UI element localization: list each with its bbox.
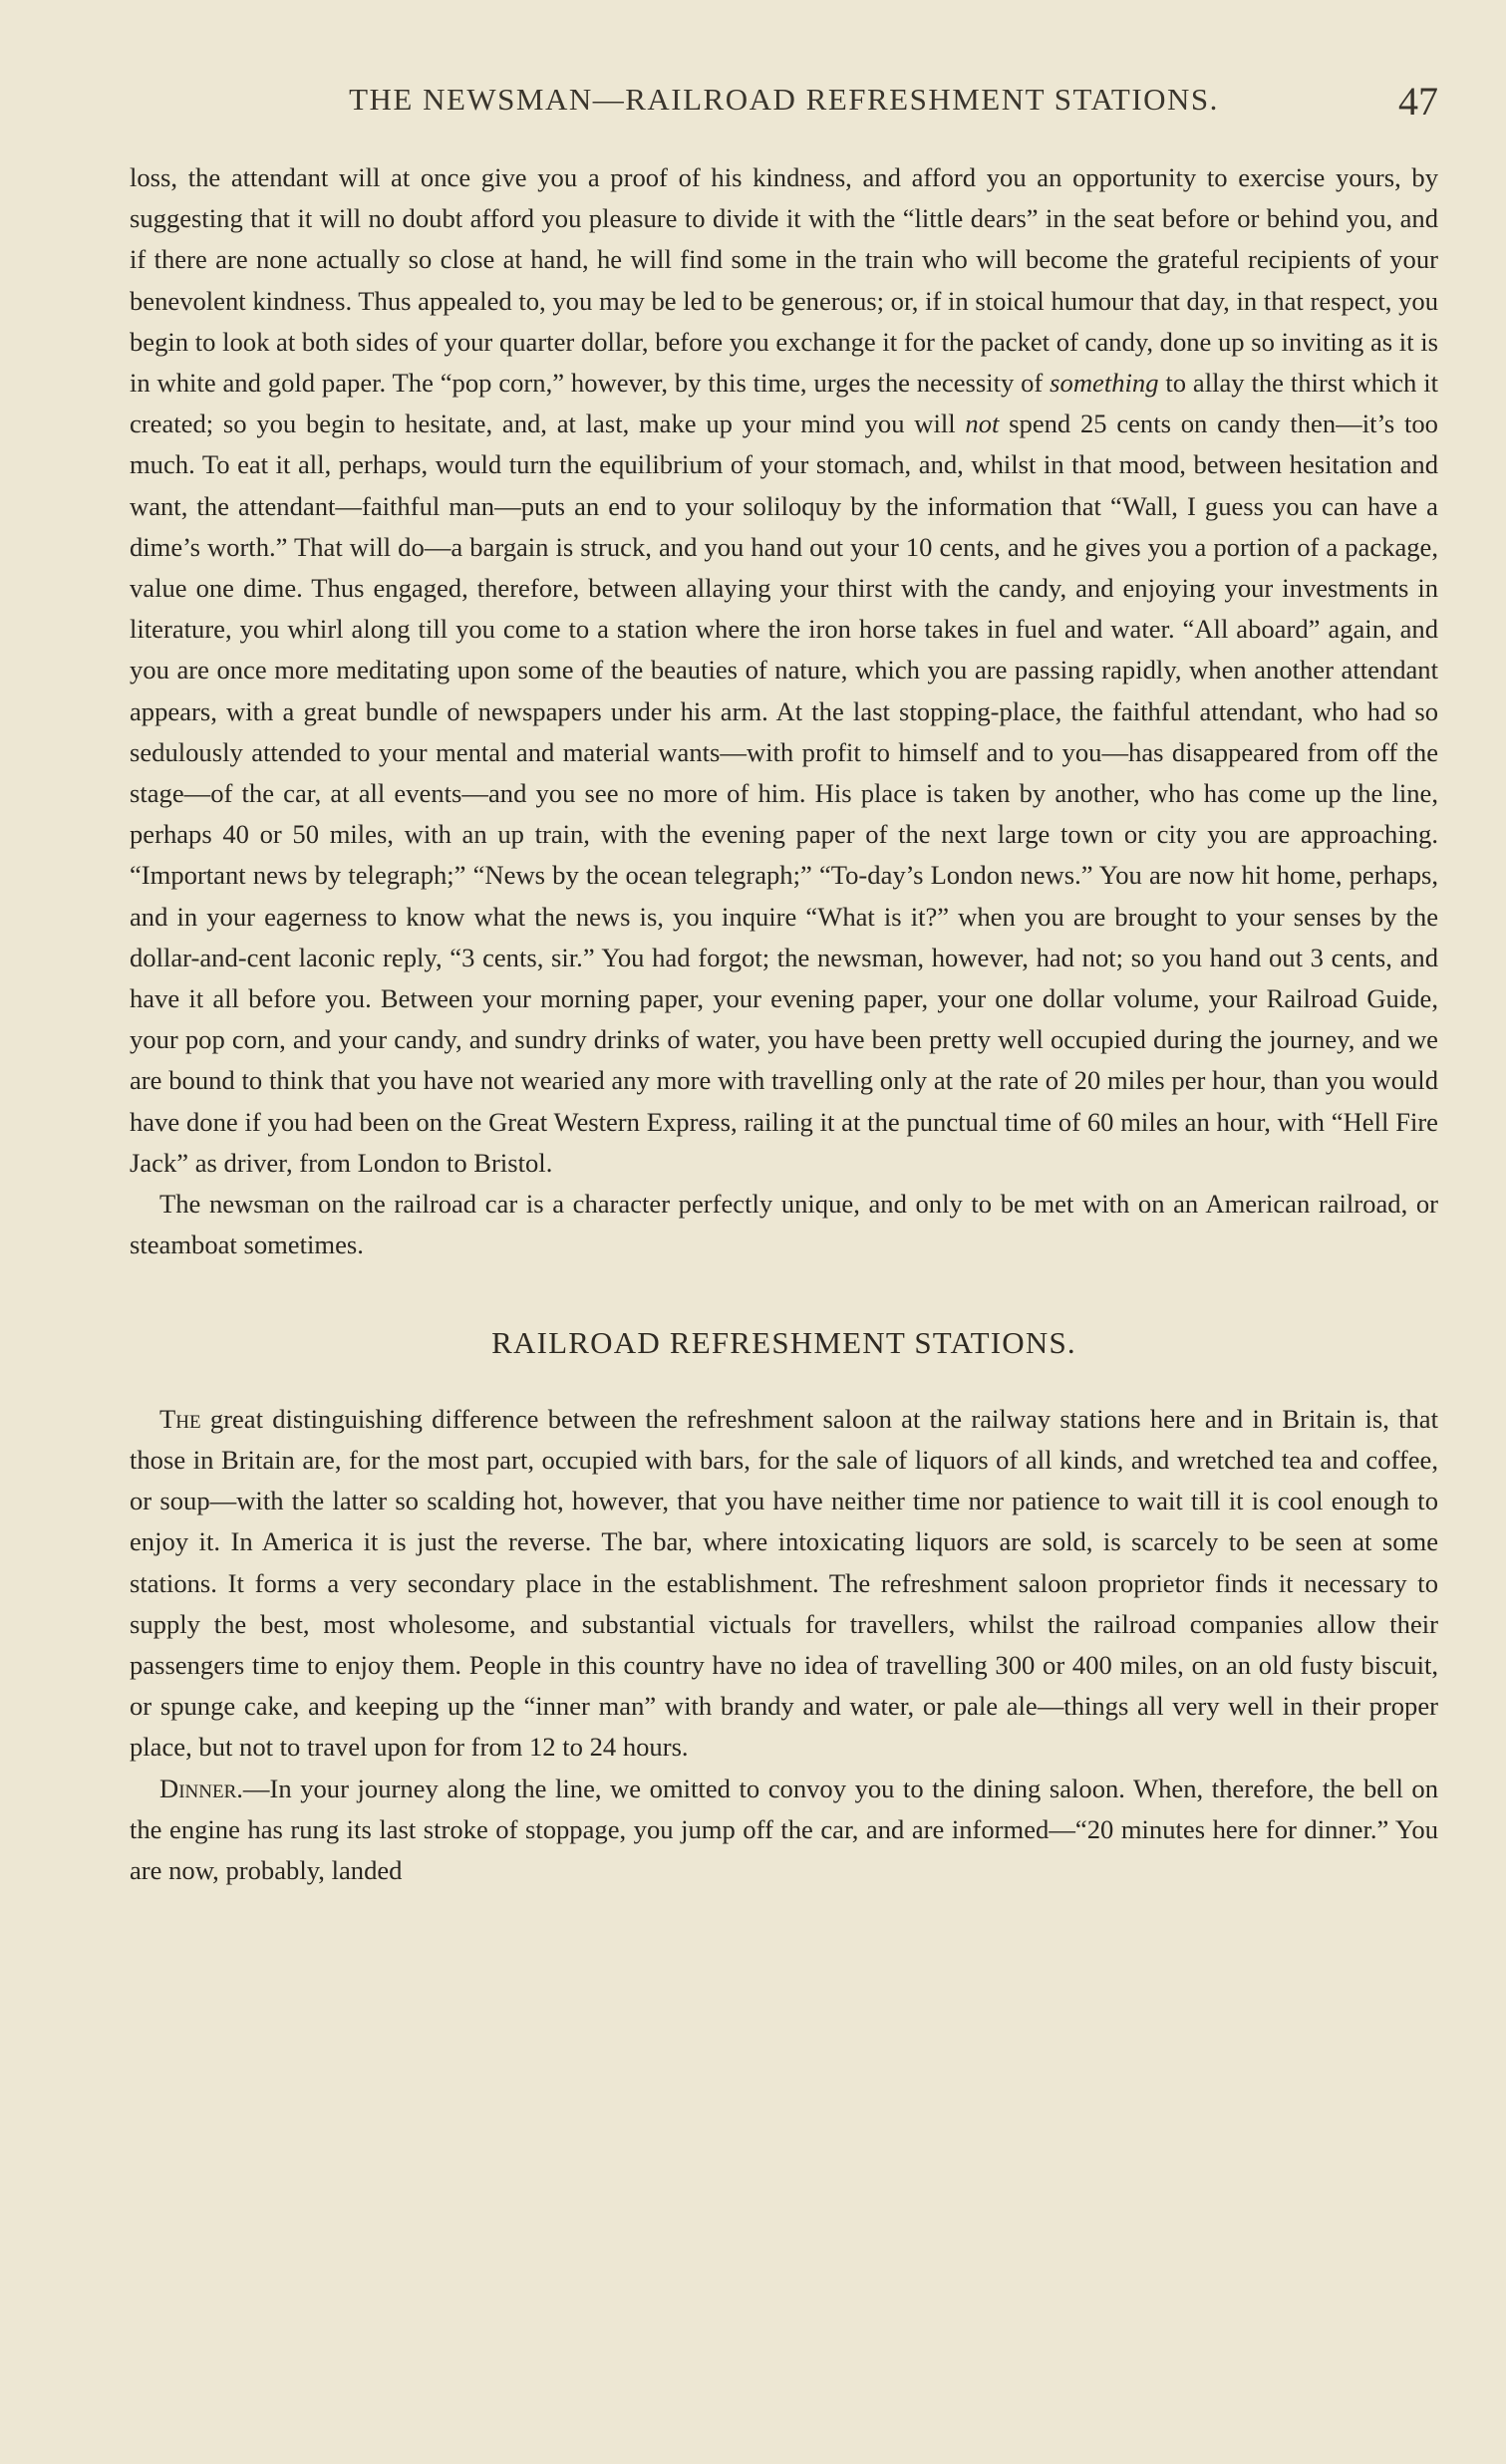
- running-head: THE NEWSMAN—RAILROAD REFRESHMENT STATIONS.: [349, 82, 1219, 117]
- text-run: —In your journey along the line, we omitted to convoy you to the dining saloon. When, therefore, the bell on the engine has rung its last stroke of stoppage, you jump off the car, and are informed—“20 minutes here for dinner.” You are now, probably, landed: [130, 1773, 1438, 1885]
- body-text: [130, 157, 1438, 1891]
- paragraph-refreshment-stations: [130, 1399, 1438, 1769]
- paragraph-dinner: [130, 1769, 1438, 1892]
- italic-emphasis: something: [1050, 368, 1159, 399]
- italic-emphasis: not: [965, 409, 1000, 439]
- text-run: great distinguishing difference between the refreshment saloon at the railway stations here and in Britain is, that those in Britain are, for the most part, occupied with bars, for the sale of liquors of all kinds, and wretched tea and coffee, or soup—with the latter so scalding hot, however, that you have neither time nor patience to wait till it is cool enough to enjoy it. In America it is just the reverse. The bar, where intoxicating liquors are sold, is scarcely to be seen at some stations. It forms a very secondary place in the establishment. The refreshment saloon proprietor finds it necessary to supply the best, most wholesome, and substantial victuals for travellers, whilst the railroad companies allow their passengers time to enjoy them. People in this country have no idea of travelling 300 or 400 miles, on an old fusty biscuit, or spunge cake, and keeping up the “inner man” with brandy and water, or pale ale—things all very well in their proper place, but not to travel upon for from 12 to 24 hours.: [130, 1403, 1438, 1763]
- page-header: [130, 78, 1438, 122]
- paragraph-newsman-continued: [130, 157, 1438, 1184]
- lead-word: Dinner.: [159, 1773, 243, 1803]
- page-number: 47: [1398, 79, 1438, 124]
- text-run: to allay the thirst which it created; so you begin to hesitate, and, at last, make up your mind you will: [130, 368, 1439, 439]
- section-heading: RAILROAD REFRESHMENT STATIONS.: [491, 1325, 1076, 1361]
- text-run: spend 25 cents on candy then—it’s too much. To eat it all, perhaps, would turn the equilibrium of your stomach, and, whilst in that mood, between hesitation and want, the attendant—faithful man—puts an end to your soliloquy by the information that “Wall, I guess you can have a dime’s worth.” That will do—a bargain is struck, and you hand out your 10 cents, and he gives you a portion of a package, value one dime. Thus engaged, therefore, between allaying your thirst with the candy, and enjoying your investments in literature, you whirl along till you come to a station where the iron horse takes in fuel and water. “All aboard” again, and you are once more meditating upon some of the beauties of nature, which you are passing rapidly, when another attendant appears, with a great bundle of newspapers under his arm. At the last stopping-place, the faithful attendant, who had so sedulously attended to your mental and material wants—with profit to himself and to you—has disappeared from off the stage—of the car, at all events—and you see no more of him. His place is taken by another, who has come up the line, perhaps 40 or 50 miles, with an up train, with the evening paper of the next large town or city you are approaching. “Important news by telegraph;” “News by the ocean telegraph;” “To-day’s London news.” You are now hit home, perhaps, and in your eagerness to know what the news is, you inquire “What is it?” when you are brought to your senses by the dollar-and-cent laconic reply, “3 cents, sir.” You had forgot; the newsman, however, had not; so you hand out 3 cents, and have it all before you. Between your morning paper, your evening paper, your one dollar volume, your Railroad Guide, your pop corn, and your candy, and sundry drinks of water, you have been pretty well occupied during the journey, and we are bound to think that you have not wearied any more with travelling only at the rate of 20 miles per hour, than you would have done if you had been on the Great Western Express, railing it at the punctual time of 60 miles an hour, with “Hell Fire Jack” as driver, from London to Bristol.: [130, 409, 1438, 1178]
- text-run: The newsman on the railroad car is a character perfectly unique, and only to be met with on an American railroad, or steamboat sometimes.: [130, 1189, 1438, 1260]
- paragraph-newsman-unique: [130, 1184, 1438, 1265]
- lead-word: The: [159, 1403, 201, 1434]
- text-run: loss, the attendant will at once give you a proof of his kindness, and afford you an opportunity to exercise yours, by suggesting that it will no doubt afford you pleasure to divide it with the “little dears” in the seat before or behind you, and if there are none actually so close at hand, he will find some in the train who will become the grateful recipients of your benevolent kindness. Thus appealed to, you may be led to be generous; or, if in stoical humour that day, in that respect, you begin to look at both sides of your quarter dollar, before you exchange it for the packet of candy, done up so inviting as it is in white and gold paper. The “pop corn,” however, by this time, urges the necessity of: [130, 162, 1438, 399]
